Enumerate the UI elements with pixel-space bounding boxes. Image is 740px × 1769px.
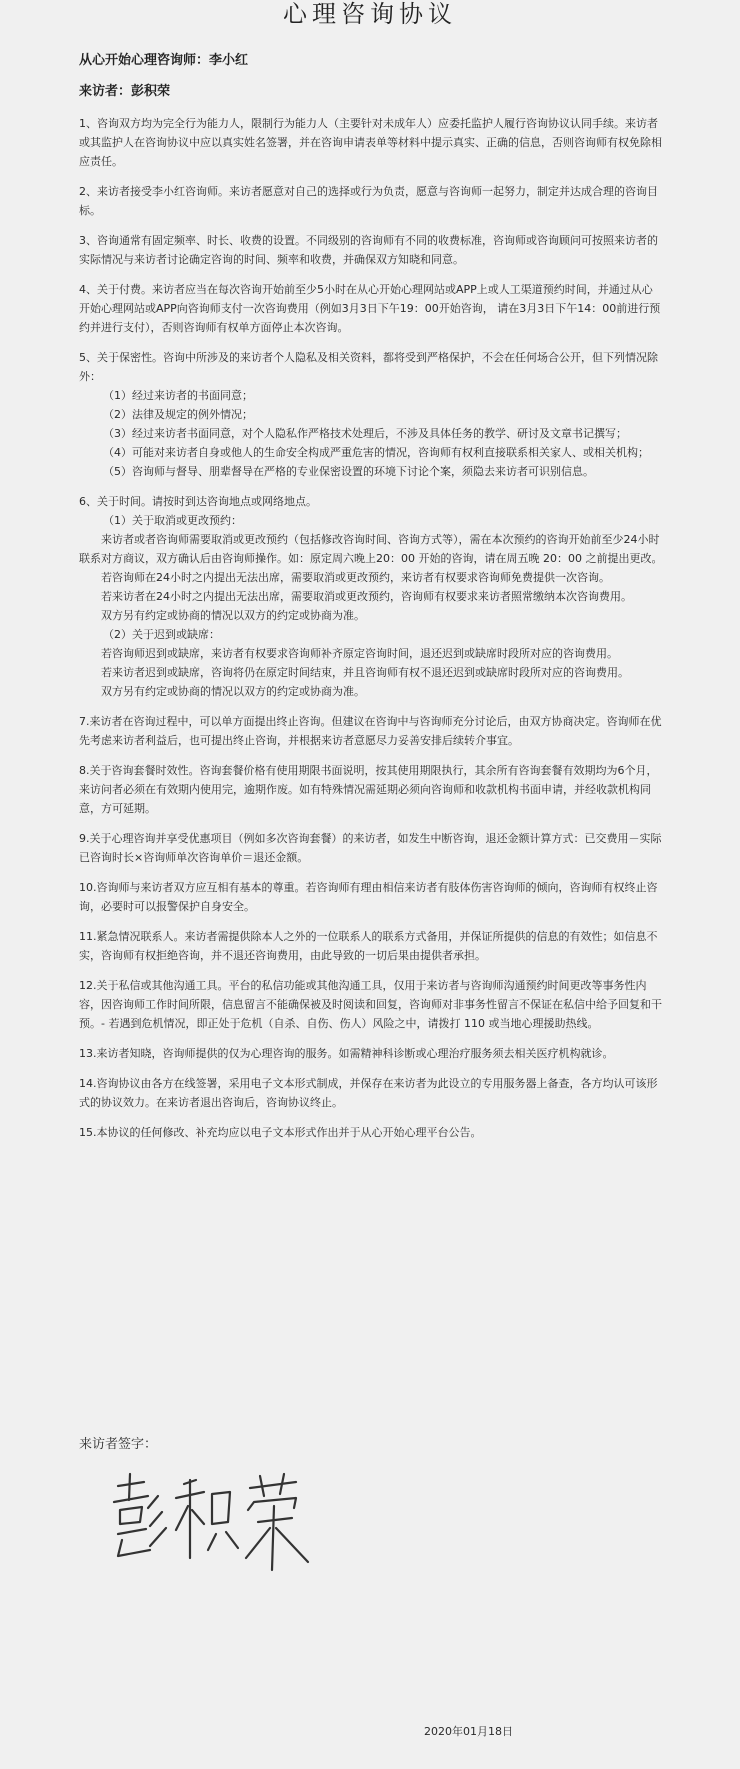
clause-6-sub1-text: 来访者或者咨询师需要取消或更改预约（包括修改咨询时间、咨询方式等），需在本次预约的咨询开始前至少24小时联系对方商议，双方确认后由咨询师操作。如：原定周六晚上20：00 开始的咨询，请在周五晚 20：00 之前提出更改。 [79, 533, 663, 565]
clause-10: 10.咨询师与来访者双方应互相有基本的尊重。若咨询师有理由相信来访者有肢体伤害咨询师的倾向，咨询师有权终止咨询，必要时可以报警保护自身安全。 [79, 881, 658, 913]
clause-5-item: （4）可能对来访者自身或他人的生命安全构成严重危害的情况，咨询师有权利直接联系相关家人、或相关机构； [103, 446, 649, 459]
clause-7: 7.来访者在咨询过程中，可以单方面提出终止咨询。但建议在咨询中与咨询师充分讨论后，由双方协商决定。咨询师在优先考虑来访者利益后，也可提出终止咨询，并根据来访者意愿尽力妥善安排后续转介事宜。 [79, 715, 662, 747]
clause-1: 1、咨询双方均为完全行为能力人，限制行为能力人（主要针对未成年人）应委托监护人履行咨询协议认同手续。来访者或其监护人在咨询协议中应以真实姓名签署，并在咨询申请表单等材料中提示真实、正确的信息，否则咨询师有权免除相应责任。 [79, 117, 662, 168]
signature-label: 来访者签字： [79, 1437, 158, 1452]
clause-6-sub1-line: 双方另有约定或协商的情况以双方的约定或协商为准。 [101, 609, 365, 622]
clause-6-sub1-title: （1）关于取消或更改预约： [103, 514, 242, 527]
clause-4: 4、关于付费。来访者应当在每次咨询开始前至少5小时在从心开始心理网站或APP上或人工渠道预约时间，并通过从心开始心理网站或APP向咨询师支付一次咨询费用（例如3月3日下午19：00开始咨询， 请在3月3日下午14：00前进行预约并进行支付），否则咨询师有权单方面停止本次咨询。 [79, 283, 661, 334]
clause-3: 3、咨询通常有固定频率、时长、收费的设置。不同级别的咨询师有不同的收费标准，咨询师或咨询顾问可按照来访者的实际情况与来访者讨论确定咨询的时间、频率和收费，并确保双方知晓和同意。 [79, 234, 658, 266]
clause-6-sub2-line: 若来访者迟到或缺席，咨询将仍在原定时间结束，并且咨询师有权不退还迟到或缺席时段所对应的咨询费用。 [101, 666, 629, 679]
clause-6-sub2-line: 双方另有约定或协商的情况以双方的约定或协商为准。 [101, 685, 365, 698]
clause-6-sub1-line: 若咨询师在24小时之内提出无法出席，需要取消或更改预约，来访者有权要求咨询师免费提供一次咨询。 [101, 571, 610, 584]
clause-6 [79, 492, 663, 701]
clause-6-sub2-line: 若咨询师迟到或缺席，来访者有权要求咨询师补齐原定咨询时间，退还迟到或缺席时段所对应的咨询费用。 [101, 647, 618, 660]
clause-6-sub2-title: （2）关于迟到或缺席： [103, 628, 220, 641]
handwritten-signature [100, 1466, 340, 1576]
clause-5 [79, 348, 663, 481]
signing-date: 2020年01月18日 [424, 1725, 513, 1738]
clause-5-intro: 5、关于保密性。咨询中所涉及的来访者个人隐私及相关资料，都将受到严格保护，不会在任何场合公开，但下列情况除外： [79, 351, 658, 383]
clause-5-item: （1）经过来访者的书面同意； [103, 389, 253, 402]
clause-8: 8.关于咨询套餐时效性。咨询套餐价格有使用期限书面说明，按其使用期限执行，其余所有咨询套餐有效期均为6个月，来访问者必须在有效期内使用完，逾期作废。如有特殊情况需延期必须向咨询师和收款机构书面申请，并经收款机构同意，方可延期。 [79, 764, 658, 815]
clause-6-intro: 6、关于时间。请按时到达咨询地点或网络地点。 [79, 495, 317, 508]
clause-5-item: （3）经过来访者书面同意，对个人隐私作严格技术处理后，不涉及具体任务的教学、研讨及文章书记撰写； [103, 427, 627, 440]
clause-6-sub1-line: 若来访者在24小时之内提出无法出席，需要取消或更改预约，咨询师有权要求来访者照常缴纳本次咨询费用。 [101, 590, 632, 603]
agreement-body [79, 52, 663, 1153]
counselor-line: 从心开始心理咨询师：李小红 [79, 53, 249, 68]
clause-5-item: （5）咨询师与督导、朋辈督导在严格的专业保密设置的环境下讨论个案，须隐去来访者可识别信息。 [103, 465, 594, 478]
clause-9: 9.关于心理咨询并享受优惠项目（例如多次咨询套餐）的来访者，如发生中断咨询，退还金额计算方式：已交费用－实际已咨询时长×咨询师单次咨询单价＝退还金额。 [79, 832, 662, 864]
clause-15: 15.本协议的任何修改、补充均应以电子文本形式作出并于从心开始心理平台公告。 [79, 1126, 482, 1139]
visitor-line: 来访者：彭积荣 [79, 84, 171, 99]
clause-2: 2、来访者接受李小红咨询师。来访者愿意对自己的选择或行为负责，愿意与咨询师一起努力，制定并达成合理的咨询目标。 [79, 185, 658, 217]
clause-11: 11.紧急情况联系人。来访者需提供除本人之外的一位联系人的联系方式备用，并保证所提供的信息的有效性；如信息不实，咨询师有权拒绝咨询，并不退还咨询费用，由此导致的一切后果由提供者承担。 [79, 930, 658, 962]
clause-13: 13.来访者知晓，咨询师提供的仅为心理咨询的服务。如需精神科诊断或心理治疗服务须去相关医疗机构就诊。 [79, 1047, 614, 1060]
document-title: 心理咨询协议 [283, 0, 457, 28]
clause-12: 12.关于私信或其他沟通工具。平台的私信功能或其他沟通工具，仅用于来访者与咨询师沟通预约时间更改等事务性内容，因咨询师工作时间所限，信息留言不能确保被及时阅读和回复，咨询师对非事务性留言不保证在私信中给予回复和干预。- 若遇到危机情况，即正处于危机（自杀、自伤、伤人）风险之中，请拨打 110 或当地心理援助热线。 [79, 979, 662, 1030]
clause-14: 14.咨询协议由各方在线签署，采用电子文本形式制成，并保存在来访者为此设立的专用服务器上备查，各方均认可该形式的协议效力。在来访者退出咨询后，咨询协议终止。 [79, 1077, 658, 1109]
clause-5-item: （2）法律及规定的例外情况； [103, 408, 253, 421]
